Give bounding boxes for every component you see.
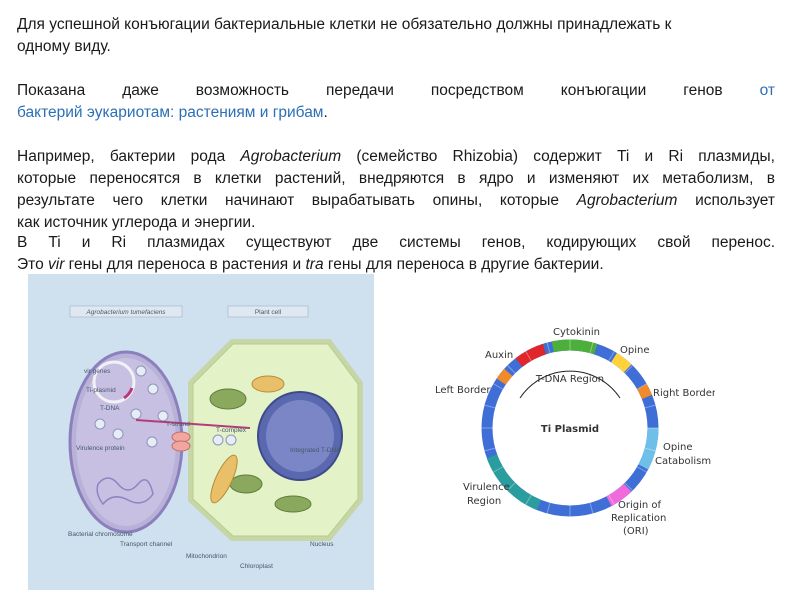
paragraph-3 [17, 146, 775, 234]
label-transport-channel: Transport channel [120, 541, 173, 548]
p4-line2-vir: vir [48, 256, 65, 273]
label-nucleus: Nucleus [310, 541, 334, 548]
segment-opine [614, 358, 628, 369]
transport-channel-2 [172, 441, 190, 451]
label-t-complex: T-complex [216, 427, 246, 434]
label-right-border: Right Border [653, 388, 715, 399]
p2-line1 [17, 80, 775, 102]
p4-line2-d: . [599, 256, 604, 273]
ti-plasmid-center-label: Ti Plasmid [540, 424, 600, 435]
chloroplast-1 [210, 389, 246, 409]
protein-1 [136, 366, 146, 376]
agrobacterium-plant-cell-figure [28, 274, 374, 590]
p3-line1-italic: Agrobacterium [240, 148, 342, 165]
paragraph-1 [17, 14, 775, 58]
paragraph-4 [17, 232, 775, 276]
ti-plasmid-figure [425, 318, 715, 558]
protein-4 [113, 429, 123, 439]
nucleus-inner [266, 400, 334, 472]
label-left-border: Left Border [435, 385, 491, 396]
label-origin-1: Origin of [618, 500, 662, 511]
paragraph-2 [17, 80, 775, 124]
t-complex-2 [226, 435, 236, 445]
label-vir-genes: vir genes [84, 368, 111, 375]
p4-line2-c: гены для переноса в другие бактерии [327, 256, 600, 273]
protein-3 [95, 419, 105, 429]
p4-line2-a: Это [17, 256, 44, 273]
p2-line1-blue: от [759, 82, 775, 99]
label-virulence-protein: Virulence protein [76, 445, 125, 452]
segment-left-border [501, 372, 508, 381]
label-origin-2: Replication [611, 513, 667, 524]
label-t-strand: T-strand [166, 421, 190, 428]
chloroplast-2 [230, 475, 262, 493]
segment-right-border [642, 387, 647, 397]
protein-7 [158, 411, 168, 421]
p1-line1: Для успешной конъюгации бактериальные клетки не обязательно должны принадлежать к [17, 16, 672, 33]
p3-line3-b: использует [695, 192, 775, 209]
cell-illustration [28, 274, 374, 590]
p3-line3-italic: Agrobacterium [576, 192, 678, 209]
label-ti-plasmid: Ti-plasmid [86, 387, 116, 394]
mitochondrion-2 [252, 376, 284, 392]
p2-line2-tail: . [323, 104, 328, 121]
p3-line2: которые переносятся в клетки растений, внедряются в ядро и изменяют их метаболизм, в [17, 170, 775, 187]
p1-line2: одному виду. [17, 38, 111, 55]
label-chloroplast: Chloroplast [240, 563, 273, 570]
t-complex-1 [213, 435, 223, 445]
p3-line1-b: (семейство Rhizobia) содержит Ti и Ri плазмиды, [356, 148, 775, 165]
p2-line2-blue: бактерий эукариотам: растениям и грибам [17, 104, 324, 121]
p3-line1-a: Например, бактерии рода [17, 148, 226, 165]
label-opine-catabolism-2: Catabolism [655, 456, 712, 467]
label-virulence-2: Region [467, 496, 502, 507]
label-origin-3: (ORI) [623, 526, 649, 537]
label-mitochondrion: Mitochondrion [186, 553, 227, 560]
ti-plasmid-diagram [425, 318, 715, 558]
label-t-dna: T-DNA [100, 405, 120, 412]
segment-cytokinin [553, 345, 596, 349]
p4-line1: В Ti и Ri плазмидах существуют две системы генов, кодирующих свой перенос. [17, 234, 775, 251]
t-dna-region-label: T-DNA Region [535, 374, 605, 385]
label-virulence-1: Virulence [463, 482, 510, 493]
p3-line1 [17, 146, 775, 168]
p4-line2-b: гены для переноса в растения и [68, 256, 302, 273]
protein-2 [148, 384, 158, 394]
p3-line3-a: результате чего клетки начинают вырабатывать опины, которые [17, 192, 560, 209]
bacterium-cytoplasm [76, 358, 176, 526]
chloroplast-3 [275, 496, 311, 512]
p3-line4: как источник углерода и энергии. [17, 214, 256, 231]
label-integrated-t-dna: Integrated T-DNA [290, 447, 341, 454]
protein-6 [147, 437, 157, 447]
p3-line3 [17, 190, 775, 212]
protein-5 [131, 409, 141, 419]
p4-line2-tra: tra [305, 256, 324, 273]
p4-line2 [17, 254, 775, 276]
header-plant-cell: Plant cell [254, 309, 282, 316]
label-bacterial-chromosome: Bacterial chromosome [68, 531, 133, 538]
segment-catabolism [643, 428, 653, 467]
label-opine-catabolism-1: Opine [663, 442, 693, 453]
p2-line2 [17, 102, 775, 124]
header-agrobacterium: Agrobacterium tumefaciens [86, 309, 166, 316]
label-auxin: Auxin [485, 350, 514, 361]
label-opine: Opine [620, 345, 650, 356]
p2-line1-plain: Показана даже возможность передачи посредством конъюгации генов [17, 82, 723, 99]
label-cytokinin: Cytokinin [553, 327, 600, 338]
